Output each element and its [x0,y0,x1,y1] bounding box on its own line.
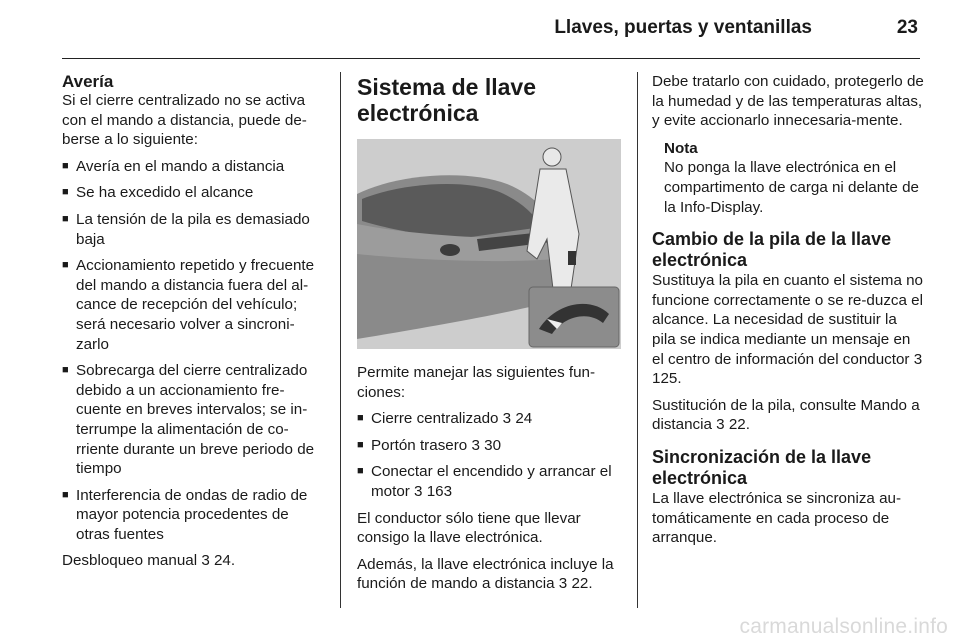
header-divider [62,58,920,59]
list-item[interactable]: ■ Cierre centralizado 3 24 [357,409,621,429]
list-item: ■ Avería en el mando a distancia [62,157,324,177]
heading-electronic-key: Sistema de llave electrónica [357,74,536,126]
sync-text: La llave electrónica se sincroniza au-tomáticamente en cada proceso de arranque. [652,489,902,547]
battery-ref-text: Sustitución de la pila, consulte Mando a distancia 3 22. [652,396,920,434]
page-number: 23 [896,17,918,38]
list-item[interactable]: ■ Conectar el encendido y arrancar el motor 3 163 [357,462,621,501]
column-divider-2 [637,72,638,608]
heading-averia: Avería [62,72,114,91]
column-right [652,72,924,555]
list-item: ■ Sobrecarga del cierre centralizado debido a un accionamiento fre-cuente en breves intervalos; se in-terrumpe la alimentación de co-rriente durante un breve periodo de tiempo [62,361,324,479]
heading-battery-change: Cambio de la pila de la llave electrónica [652,229,892,271]
list-item: ■ Se ha excedido el alcance [62,183,324,203]
car-and-person-illustration [357,139,621,349]
care-text: Debe tratarlo con cuidado, protegerlo de la humedad y de las temperaturas altas, y evite accionarlo innecesaria-mente. [652,73,924,130]
electronic-key-illustration [357,139,621,349]
averia-list [62,157,324,545]
note-text: No ponga la llave electrónica en el compartimento de carga ni delante de la Info-Display. [664,159,919,216]
list-item: ■ Accionamiento repetido y frecuente del mando a distancia fuera del al-cance de recepción del vehículo; será necesario volver a sincroni-zarlo [62,256,324,354]
averia-intro: Si el cierre centralizado no se activa con el mando a distancia, puede de-berse a lo siguiente: [62,92,307,149]
watermark: carmanualsonline.info [739,615,948,638]
section-title: Llaves, puertas y ventanillas [554,17,812,38]
column-divider-1 [340,72,341,608]
heading-synchronization: Sincronización de la llave electrónica [652,446,872,488]
column-middle [357,72,621,601]
list-item: ■ Interferencia de ondas de radio de mayor potencia procedentes de otras fuentes [62,486,324,545]
functions-list [357,409,621,501]
column-left [62,72,324,578]
note-title: Nota [664,139,698,157]
driver-key-text: El conductor sólo tiene que llevar consigo la llave electrónica. [357,509,581,547]
battery-text: Sustituya la pila en cuanto el sistema no funcione correctamente o se re-duzca el alcance. La necesidad de sustituir la pila se indica mediante un mensaje en el centro de información del conductor 3 125. [652,272,924,388]
note-box [664,139,924,217]
manual-unlock-ref[interactable]: Desbloqueo manual 3 24. [62,552,236,570]
list-item[interactable]: ■ Portón trasero 3 30 [357,436,621,456]
functions-intro: Permite manejar las siguientes fun-ciones: [357,364,596,401]
remote-function-text: Además, la llave electrónica incluye la función de mando a distancia 3 22. [357,555,614,593]
list-item: ■ La tensión de la pila es demasiado baja [62,210,324,249]
